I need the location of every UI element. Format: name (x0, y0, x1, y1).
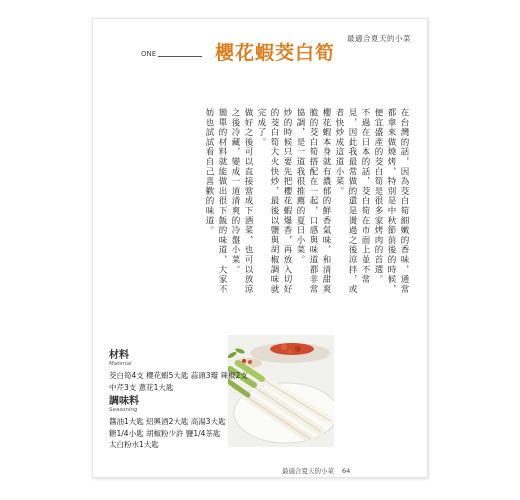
body-paragraph: 做好之後可以直接當成下酒菜，也可以放涼之後冷藏，變成一道清爽的冷盤小菜。 (230, 108, 253, 295)
seasoning-section (109, 396, 226, 451)
body-paragraph: 簡單的材料就能做出很下飯的味道，大家不妨也試試看自己喜歡的味道。 (204, 108, 227, 295)
seasoning-line: 醬油1大匙 紹興酒2大匙 高湯3大匙 (109, 417, 226, 426)
body-paragraph: 不過在日本的話，茭白筍在市面上並不常見，因此我最常做的還是燙過之後涼拌，或者快炒成這道小菜。 (334, 108, 370, 295)
page-number: 64 (342, 467, 351, 475)
footer-series: 最適合夏天的小菜 (282, 467, 334, 475)
section-kicker: 最適合夏天的小菜 (347, 34, 411, 43)
seasoning-subtitle: Seasoning (109, 407, 138, 413)
recipe-title: 櫻花蝦茭白筍 (215, 42, 336, 64)
chapter-rule (158, 56, 202, 57)
body-paragraph: 炒的時候只要先把櫻花蝦爆香，再放入切好的茭白筍大火快炒，最後以鹽與胡椒調味就完成了。 (256, 108, 292, 295)
page-footer (282, 466, 350, 475)
ingredient-line: 中芹3支 蔥花1大匙 (109, 382, 174, 392)
ingredients-title: 材料 (109, 350, 129, 361)
chapter-label: ONE (141, 50, 157, 58)
ingredients-subtitle: Material (109, 361, 132, 367)
seasoning-title: 調味料 (109, 396, 139, 407)
body-paragraph: 櫻花蝦本身就有濃郁的鮮香氣味，和清甜爽脆的茭白筍搭配在一起，口感與味道都非常協調，是一道我很推薦的夏日小菜。 (295, 108, 331, 295)
body-paragraph: 在台灣的話，因為茭白筍細嫩的香味，通常都拿來做燒烤，特別是中秋節前後的時候，便宜盛產的茭白筍是很多家烤肉的首選。 (373, 108, 409, 295)
seasoning-line: 糖1/4小匙 胡椒粉少許 鹽1/4茶匙 (109, 428, 221, 438)
ingredient-line: 茭白筍4支 櫻花蝦5大匙 蒜頭3瓣 辣椒2支 (109, 371, 248, 380)
chapter-marker (141, 50, 202, 58)
ingredients-section (109, 350, 248, 393)
recipe-body-text (175, 108, 410, 303)
seasoning-line: 太白粉水1大匙 (109, 440, 159, 449)
